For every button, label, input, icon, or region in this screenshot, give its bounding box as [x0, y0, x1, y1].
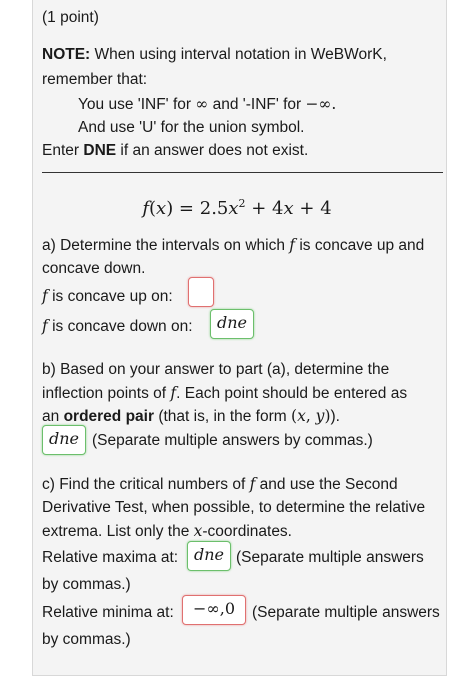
concave-up-label: f is concave up on:: [42, 287, 173, 305]
part-b-text3b: (that is, in the form: [158, 408, 287, 425]
maxima-hint: (Separate multiple answers: [236, 549, 424, 566]
part-b-line3: [42, 406, 340, 427]
concave-down-input[interactable]: dne: [210, 309, 254, 339]
part-b-hint: (Separate multiple answers by commas.): [92, 432, 373, 449]
xy-pair: (x, y): [291, 407, 331, 425]
f-symbol-b: f: [170, 384, 177, 402]
part-c-line3: [42, 521, 292, 542]
note-line2: remember that:: [42, 71, 148, 88]
part-b-text3c: ).: [330, 408, 340, 425]
x-symbol: x: [193, 522, 203, 540]
relative-maxima-input[interactable]: dne: [187, 541, 231, 571]
part-a-text1: a) Determine the intervals on which: [42, 237, 285, 254]
part-a-text2: is concave up and: [299, 237, 425, 254]
minima-hint: (Separate multiple answers: [252, 604, 440, 621]
part-b-line2: [42, 383, 407, 404]
part-c-text3a: extrema. List only the: [42, 523, 190, 540]
inf-pre-text: You use 'INF' for: [78, 96, 192, 113]
divider: [42, 172, 443, 173]
note-line1: [42, 45, 387, 65]
dne-pre-text: Enter: [42, 142, 80, 159]
dne-post-text: if an answer does not exist.: [120, 142, 309, 159]
part-b-text2b: . Each point should be entered as: [176, 385, 408, 402]
part-b-text2a: inflection points of: [42, 385, 167, 402]
concave-up-text: is concave up on:: [52, 288, 173, 305]
part-b-line1: b) Based on your answer to part (a), determine the: [42, 361, 390, 378]
inf-mid-text: and '-INF' for: [212, 96, 302, 113]
function-formula: $f(x) = 2.5x^2 + 4x + 4$: [142, 197, 332, 219]
concave-down-text: is concave down on:: [52, 318, 193, 335]
concave-down-label: f is concave down on:: [42, 317, 193, 335]
part-c-text1b: and use the Second: [259, 476, 398, 493]
part-c-text1a: c) Find the critical numbers of: [42, 476, 246, 493]
note-inf-line: [78, 94, 336, 115]
relative-minima-input[interactable]: −∞,0: [182, 595, 246, 625]
relative-minima-label: Relative minima at:: [42, 604, 174, 621]
infinity-symbol: ∞: [195, 95, 209, 113]
part-c-line2: Derivative Test, when possible, to determine the relative: [42, 499, 426, 516]
note-label: NOTE:: [42, 46, 91, 63]
ordered-pair-bold: ordered pair: [63, 408, 155, 425]
f-symbol: f: [289, 236, 296, 254]
part-c-text3b: -coordinates.: [202, 523, 292, 540]
f-symbol-c: f: [249, 475, 256, 493]
relative-maxima-label: Relative maxima at:: [42, 549, 179, 566]
note-union-line: And use 'U' for the union symbol.: [78, 119, 305, 136]
inflection-points-input[interactable]: dne: [42, 425, 86, 455]
part-a-line1: [42, 235, 424, 256]
point-value: (1 point): [42, 9, 99, 26]
neg-infinity-symbol: −∞.: [305, 95, 337, 113]
concave-up-input[interactable]: [188, 277, 214, 307]
note-dne-line: [42, 141, 308, 161]
dne-word: DNE: [83, 142, 117, 159]
part-b-text3a: an: [42, 408, 60, 425]
part-a-line2: concave down.: [42, 260, 146, 277]
minima-hint-2: by commas.): [42, 631, 131, 648]
maxima-hint-2: by commas.): [42, 576, 131, 593]
note-text: When using interval notation in WeBWorK,: [94, 46, 387, 63]
part-c-line1: [42, 474, 398, 495]
